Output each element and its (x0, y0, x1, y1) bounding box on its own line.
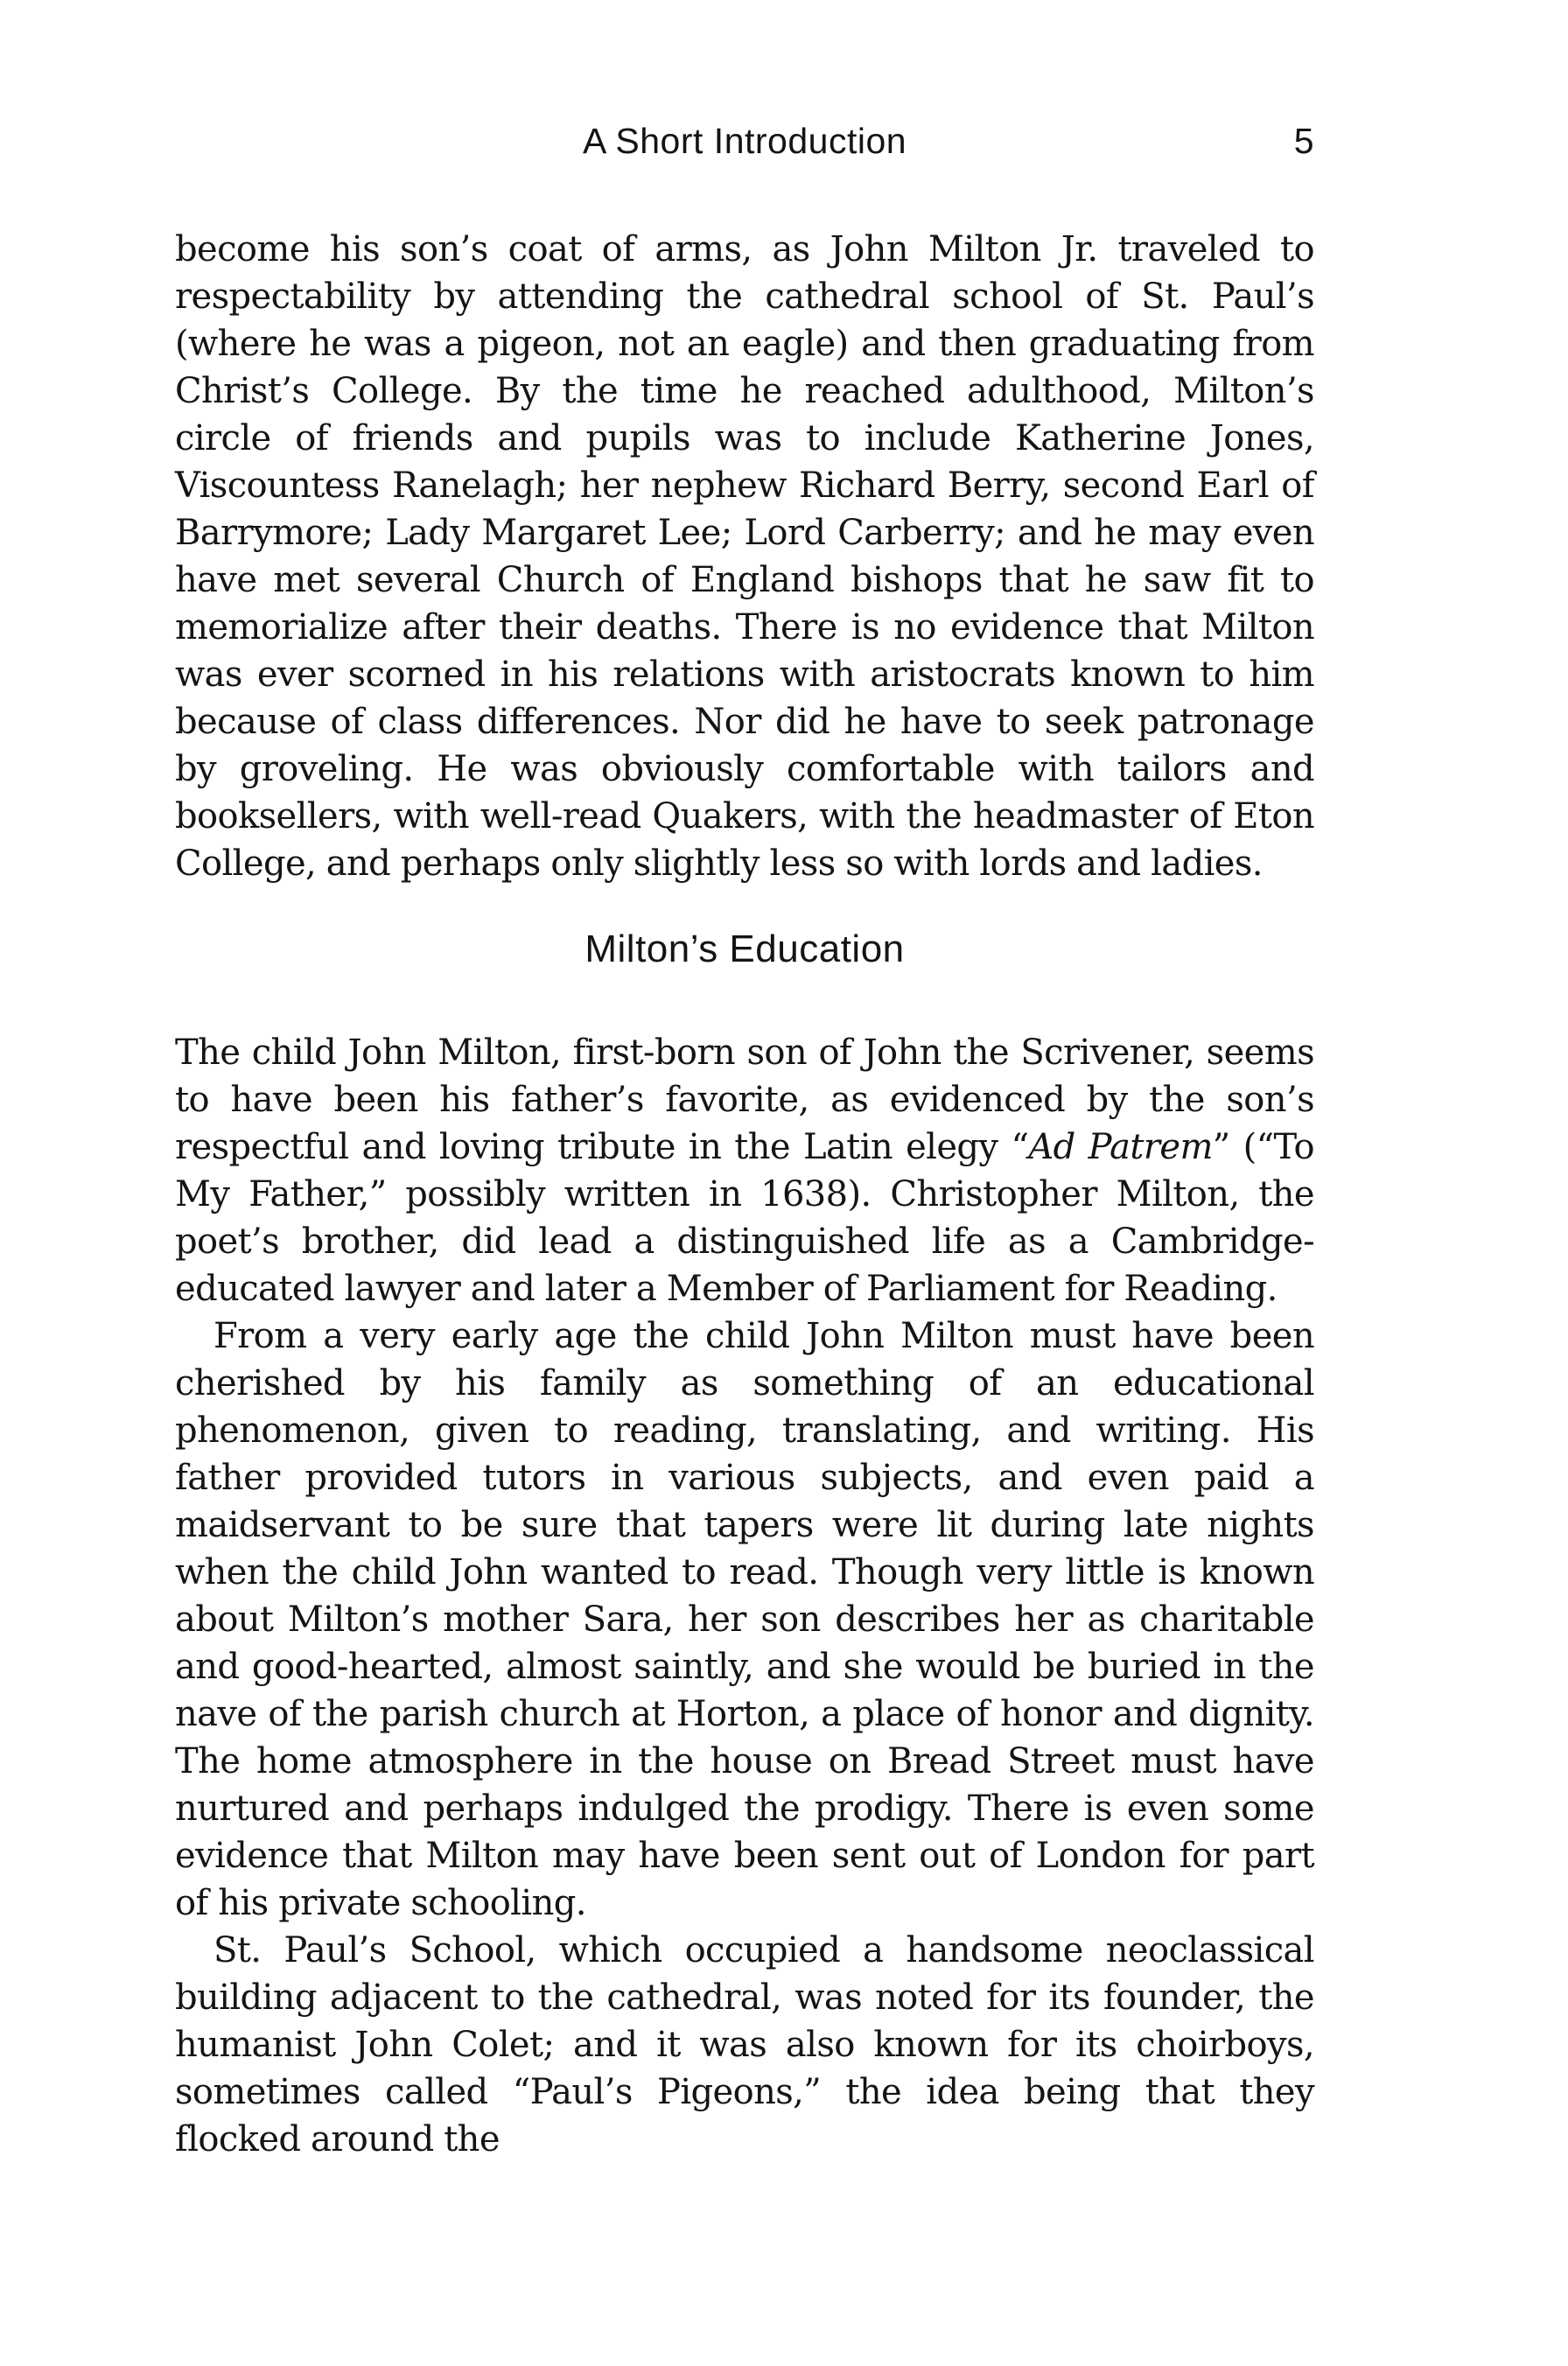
section-heading: Milton’s Education (584, 928, 905, 970)
opening-text-block (175, 226, 1314, 887)
paragraph-1-italic-title: Ad Patrem (1028, 1127, 1213, 1167)
page-number: 5 (1293, 121, 1314, 161)
running-head (175, 121, 1314, 173)
paragraph-1-part-a: The child John Milton, first-born son of John the Scrivener, seems to have been his father’s favorite, as evidenced by the son’s respectful and loving tribute in the Latin elegy “ (175, 1032, 1314, 1167)
section-text-block (175, 1029, 1314, 2163)
paragraph-1-part-b: ” (“To My Father,” possibly written in 1638). Christopher Milton, the poet’s brother, did lead a distinguished life as a Cambridge-educated lawyer and later a Member of Parliament for Reading. (175, 1127, 1314, 1309)
paragraph-1 (175, 1029, 1314, 1312)
paragraph-continued: become his son’s coat of arms, as John Milton Jr. traveled to respectability by attending the cathedral school of St. Paul’s (where he was a pigeon, not an eagle) and then graduating from Christ’s College. By the time he reached adulthood, Milton’s circle of friends and pupils was to include Katherine Jones, Viscountess Ranelagh; her nephew Richard Berry, second Earl of Barrymore; Lady Margaret Lee; Lord Carberry; and he may even have met several Church of England bishops that he saw fit to memorialize after their deaths. There is no evidence that Milton was ever scorned in his relations with aristocrats known to him because of class differences. Nor did he have to seek patronage by groveling. He was obviously comfortable with tailors and booksellers, with well-read Quakers, with the headmaster of Eton College, and perhaps only slightly less so with lords and ladies. (175, 229, 1314, 884)
paragraph-2: From a very early age the child John Milton must have been cherished by his family as something of an educational phenomenon, given to reading, translating, and writing. His father provided tutors in various subjects, and even paid a maidservant to be sure that tapers were lit during late nights when the child John wanted to read. Though very little is known about Milton’s mother Sara, her son describes her as charitable and good-hearted, almost saintly, and she would be buried in the nave of the parish church at Horton, a place of honor and dignity. The home atmosphere in the house on Bread Street must have nurtured and perhaps indulged the prodigy. There is even some evidence that Milton may have been sent out of London for part of his private schooling. (175, 1316, 1314, 1923)
paragraph-3: St. Paul’s School, which occupied a handsome neoclassical building adjacent to the cathedral, was noted for its founder, the humanist John Colet; and it was also known for its choirboys, sometimes called “Paul’s Pigeons,” the idea being that they flocked around the (175, 1930, 1314, 2160)
running-head-title: A Short Introduction (582, 121, 907, 161)
